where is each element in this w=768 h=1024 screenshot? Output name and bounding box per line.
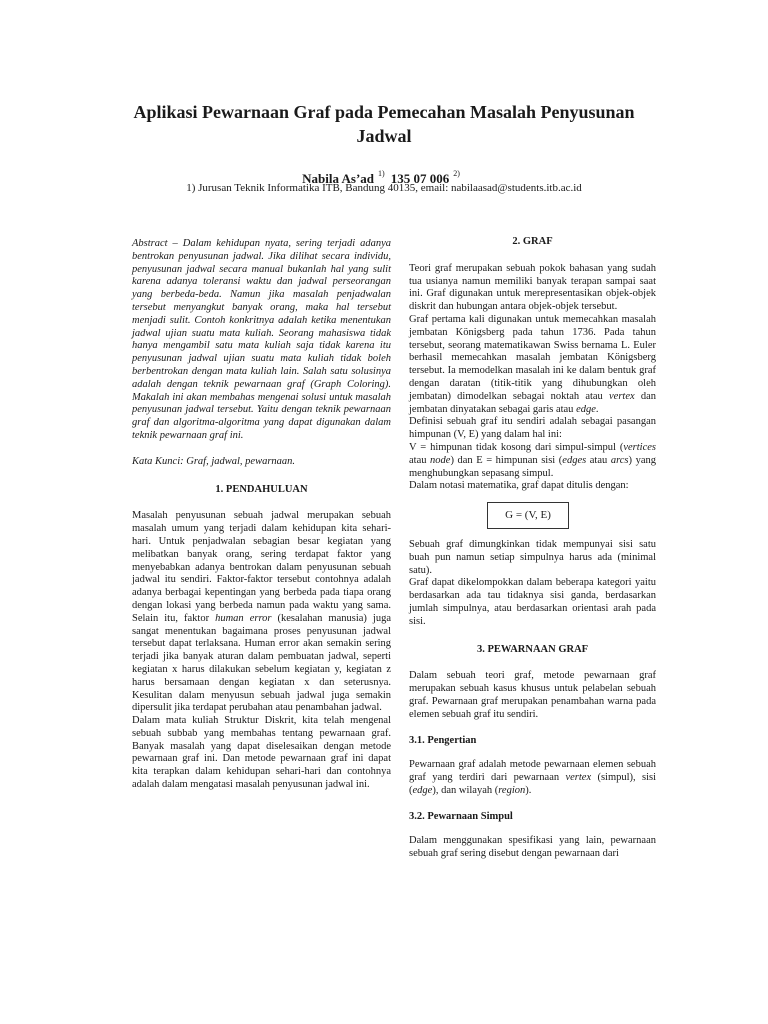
pewarnaan-simpul-paragraph: Dalam menggunakan spesifikasi yang lain, pewarnaan sebuah graf sering disebut dengan pewarnaan dari: [409, 835, 656, 860]
author-id: 135 07 006: [390, 171, 450, 186]
subsection-heading-pewarnaan-simpul: 3.2. Pewarnaan Simpul: [409, 810, 513, 822]
author-sup-2: 2): [453, 169, 460, 178]
intro-paragraph-2: Dalam mata kuliah Struktur Diskrit, kita telah mengenal sebuah subbab yang membahas tentang pewarnaan graf. Banyak masalah yang dapat diselesaikan dengan metode pewarnaan graf ini. Dan metode pewarnaan graf ini dapat kita terapkan dalam kehidupan sehari-hari dan contohnya adalah dalam mengatasi masalah penyusunan jadwal ini.: [132, 715, 391, 791]
subsection-heading-pengertian: 3.1. Pengertian: [409, 734, 477, 746]
right-column: [409, 236, 656, 861]
pewarnaan-paragraph-1: Dalam sebuah teori graf, metode pewarnaan graf merupakan sebuah kasus khusus untuk pelabelan sebuah graf. Pewarnaan graf merupakan penambahan warna pada elemen sebuah graf itu sendiri.: [409, 670, 656, 720]
formula-box: G = (V, E): [487, 502, 569, 529]
section-heading-pewarnaan: 3. PEWARNAAN GRAF: [476, 643, 589, 655]
section-heading-pendahuluan: 1. PENDAHULUAN: [215, 483, 308, 495]
graf-paragraph-2: Graf pertama kali digunakan untuk memecahkan masalah jembatan Königsberg pada tahun 1736. Pada tahun tersebut, seorang matematikawan Swiss bernama L. Euler berhasil memecahkan masalah jembatan Königsberg tersebut. Ia memodelkan masalah ini ke dalam bentuk graf dengan daratan (titik-titik yang dihubungkan oleh jembatan) dimodelkan sebagai noktah atau vertex dan jembatan dinyatakan sebagai garis atau edge.: [409, 313, 656, 415]
graf-paragraph-5: Dalam notasi matematika, graf dapat ditulis dengan:: [409, 480, 629, 492]
graf-paragraph-3: Definisi sebuah graf itu sendiri adalah sebagai pasangan himpunan (V, E) yang dalam hal ini:: [409, 416, 656, 441]
paper-title: Aplikasi Pewarnaan Graf pada Pemecahan Masalah Penyusunan Jadwal: [133, 102, 635, 146]
author-name: Nabila As’ad: [302, 171, 375, 186]
graf-paragraph-6: Sebuah graf dimungkinkan tidak mempunyai sisi satu buah pun namun setiap simpulnya harus ada (minimal satu).: [409, 538, 656, 576]
graf-paragraph-4: V = himpunan tidak kosong dari simpul-simpul (vertices atau node) dan E = himpunan sisi (edges atau arcs) yang menghubungkan sepasang simpul.: [409, 441, 656, 479]
pengertian-paragraph: Pewarnaan graf adalah metode pewarnaan elemen sebuah graf yang terdiri dari pewarnaan vertex (simpul), sisi (edge), dan wilayah (region).: [409, 759, 656, 796]
section-heading-graf: 2. GRAF: [512, 236, 553, 247]
author-sup-1: 1): [378, 169, 385, 178]
abstract: Abstract – Dalam kehidupan nyata, sering terjadi adanya bentrokan penyusunan jadwal. Jika dilihat secara individu, penyusunan jadwal secara manual bukanlah hal yang sulit karena adanya toleransi waktu dan jadwal perseorangan yang berbeda-beda. Namun jika masalah penjadwalan tersebut menyangkut banyak orang, maka hal tersebut menjadi sulit. Contoh konkritnya adalah ketika menentukan jadwal ujian suatu mata kuliah. Seorang mahasiswa tidak hanya mengambil satu mata kuliah saja tidak karena itu penyusunan jadwal ujian suatu mata kuliah tidak boleh berbentrokan dengan mata kuliah lain. Salah satu solusinya adalah dengan teknik pewarnaan graf (Graph Coloring). Makalah ini akan membahas mengenai solusi untuk masalah penyusunan jadwal tersebut. Yaitu dengan teknik pewarnaan graf dan algoritma-algoritma yang dapat digunakan dalam teknik pewarnaan graf ini.: [132, 238, 391, 441]
graf-paragraph-7: Graf dapat dikelompokkan dalam beberapa kategori yaitu berdasarkan ada tau tidaknya sisi ganda, berdasarkan jumlah simpulnya, atau berdasarkan orientasi arah pada sisi.: [409, 577, 656, 627]
left-column: [132, 238, 391, 792]
graf-paragraph-1: Teori graf merupakan sebuah pokok bahasan yang sudah tua usianya namun memiliki banyak terapan sampai saat ini. Graf digunakan untuk merepresentasikan objek-objek diskrit dan hubungan antara objek-objek tersebut.: [409, 262, 656, 313]
keywords: Kata Kunci: Graf, jadwal, pewarnaan.: [132, 455, 296, 467]
intro-paragraph-1: Masalah penyusunan sebuah jadwal merupakan sebuah masalah umum yang terjadi dalam kehidupan kita sehari-hari. Untuk penjadwalan sebagian besar kegiatan yang melibatkan banyak orang, sering terdapat faktor yang menyebabkan adanya bentrokan dalam penyusunan sebuah jadwal itu sendiri. Faktor-faktor tersebut contohnya adalah adanya berbagai kepentingan yang berbeda pada tiapa orang dengan lokasi yang berbeda namun pada waktu yang sama. Selain itu, faktor human error (kesalahan manusia) juga sangat menentukan bagaimana proses penyusunan jadwal tersebut dapat terlaksana. Human error akan semakin sering terjadi jika banyak aturan dalam pembuatan jadwal, seperti kegiatan x harus dilakukan sebelum kegiatan y, kegiatan z harus bersamaan dengan kegiatan x dan seterusnya. Kesulitan dalam menyusun sebuah jadwal juga semakin dipersulit jika terdapat perubahan atau penambahan jadwal.: [132, 510, 391, 714]
affiliation: 1) Jurusan Teknik Informatika ITB, Bandung 40135, email: nabilaasad@students.itb.ac.id: [186, 182, 582, 194]
